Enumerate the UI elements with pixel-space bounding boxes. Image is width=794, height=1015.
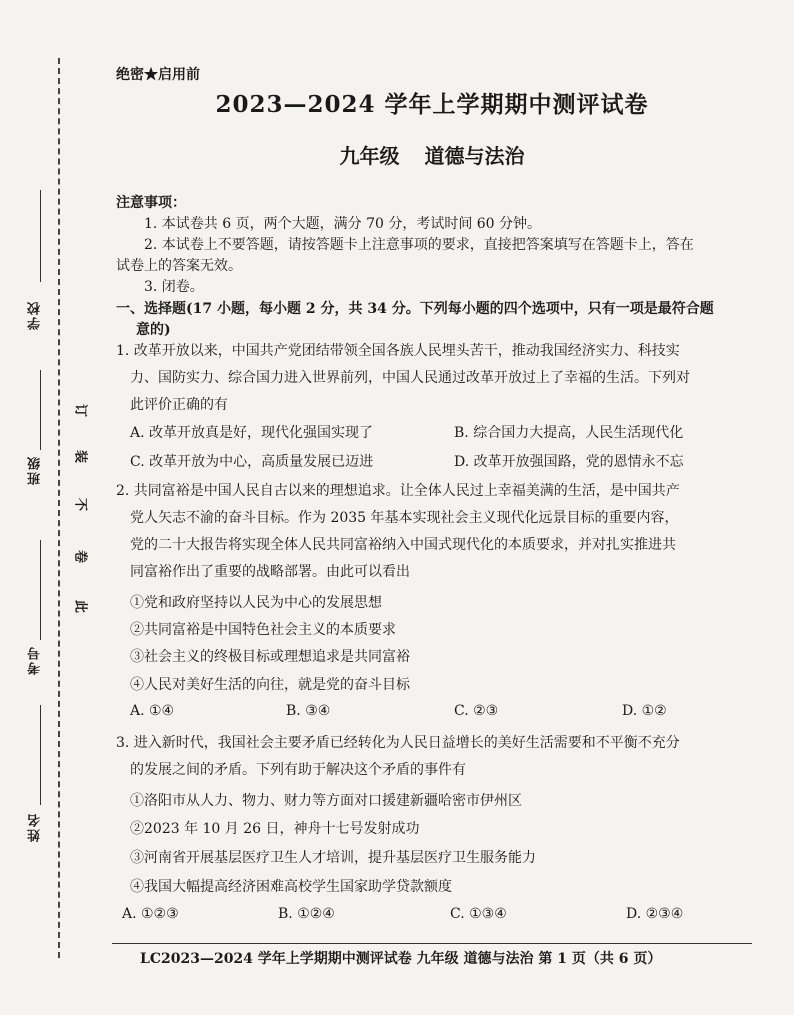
note-1: 1. 本试卷共 6 页，两个大题，满分 70 分，考试时间 60 分钟。 [144, 216, 542, 232]
q1-stem-line-1: 1. 改革开放以来，中国共产党团结带领全国各族人民埋头苦干，推动我国经济实力、科技实 [116, 343, 680, 359]
secret-mark: 绝密★启用前 [116, 67, 200, 83]
section-heading-cont: 意的) [136, 322, 171, 338]
note-2: 2. 本试卷上不要答题，请按答题卡上注意事项的要求，直接把答案填写在答题卡上，答在 [144, 237, 694, 253]
q3-statement-1: ①洛阳市从人力、物力、财力等方面对口援建新疆哈密市伊州区 [130, 793, 522, 809]
exam-no-label: 考号 [28, 645, 43, 675]
q2-statement-3: ③社会主义的终极目标或理想追求是共同富裕 [130, 649, 410, 665]
q2-statement-2: ②共同富裕是中国特色社会主义的本质要求 [130, 622, 396, 638]
q3-statement-3: ③河南省开展基层医疗卫生人才培训，提升基层医疗卫生服务能力 [130, 850, 536, 866]
page-footer: LC2023—2024 学年上学期期中测评试卷 九年级 道德与法治 第 1 页（共 6 页） [140, 951, 662, 967]
school-blank-line [40, 190, 41, 282]
q1-option-c: C. 改革开放为中心，高质量发展已迈进 [130, 454, 374, 470]
q3-option-c: C. ①③④ [450, 906, 507, 922]
seal-char-5: 此 [75, 597, 88, 612]
q2-option-a: A. ①④ [130, 703, 175, 719]
q1-stem-line-2: 力、国防实力、综合国力进入世界前列，中国人民通过改革开放过上了幸福的生活。下列对 [130, 370, 690, 386]
q3-statement-2: ②2023 年 10 月 26 日，神舟十七号发射成功 [130, 821, 420, 837]
q3-option-b: B. ①②④ [278, 906, 335, 922]
seal-char-3: 不 [75, 495, 88, 510]
q2-stem-line-3: 党的二十大报告将实现全体人民共同富裕纳入中国式现代化的本质要求，并对扎实推进共 [130, 537, 676, 553]
q3-option-a: A. ①②③ [122, 906, 179, 922]
notes-heading: 注意事项： [116, 195, 186, 211]
q2-option-d: D. ①② [622, 703, 667, 719]
exam-no-blank-line [40, 540, 41, 640]
exam-subtitle: 九年级 道德与法治 [339, 144, 525, 168]
q2-option-c: C. ②③ [454, 703, 499, 719]
footer-rule [112, 943, 752, 944]
section-heading: 一、选择题(17 小题，每小题 2 分，共 34 分。下列每小题的四个选项中，只有一项是最符合题 [116, 301, 714, 317]
q3-statement-4: ④我国大幅提高经济困难高校学生国家助学贷款额度 [130, 879, 452, 895]
q1-stem-line-3: 此评价正确的有 [130, 397, 228, 413]
q3-option-d: D. ②③④ [626, 906, 684, 922]
class-label: 班级 [28, 455, 43, 485]
q2-stem-line-4: 同富裕作出了重要的战略部署。由此可以看出 [130, 564, 410, 580]
q2-statement-4: ④人民对美好生活的向往，就是党的奋斗目标 [130, 677, 410, 693]
seal-char-1: 订 [75, 401, 88, 416]
note-3: 3. 闭卷。 [144, 279, 204, 295]
school-label: 学校 [28, 300, 43, 330]
note-2-cont: 试卷上的答案无效。 [116, 258, 242, 274]
q2-stem-line-1: 2. 共同富裕是中国人民自古以来的理想追求。让全体人民过上幸福美满的生活，是中国共产 [116, 483, 680, 499]
name-blank-line [40, 705, 41, 805]
q1-option-a: A. 改革开放真是好，现代化强国实现了 [130, 425, 374, 441]
seal-char-4: 卷 [75, 547, 88, 562]
class-blank-line [40, 370, 41, 450]
q1-option-b: B. 综合国力大提高，人民生活现代化 [454, 425, 684, 441]
binding-dashed-line [58, 58, 60, 958]
q2-option-b: B. ③④ [286, 703, 331, 719]
q2-statement-1: ①党和政府坚持以人民为中心的发展思想 [130, 595, 382, 611]
seal-char-2: 装 [75, 447, 88, 462]
q3-stem-line-1: 3. 进入新时代，我国社会主要矛盾已经转化为人民日益增长的美好生活需要和不平衡不充分 [116, 735, 680, 751]
q1-option-d: D. 改革开放强国路，党的恩情永不忘 [454, 454, 684, 470]
q2-stem-line-2: 党人矢志不渝的奋斗目标。作为 2035 年基本实现社会主义现代化远景目标的重要内容， [130, 510, 679, 526]
name-label: 姓名 [28, 812, 43, 842]
q3-stem-line-2: 的发展之间的矛盾。下列有助于解决这个矛盾的事件有 [130, 762, 466, 778]
exam-title: 2023—2024 学年上学期期中测评试卷 [215, 91, 649, 118]
